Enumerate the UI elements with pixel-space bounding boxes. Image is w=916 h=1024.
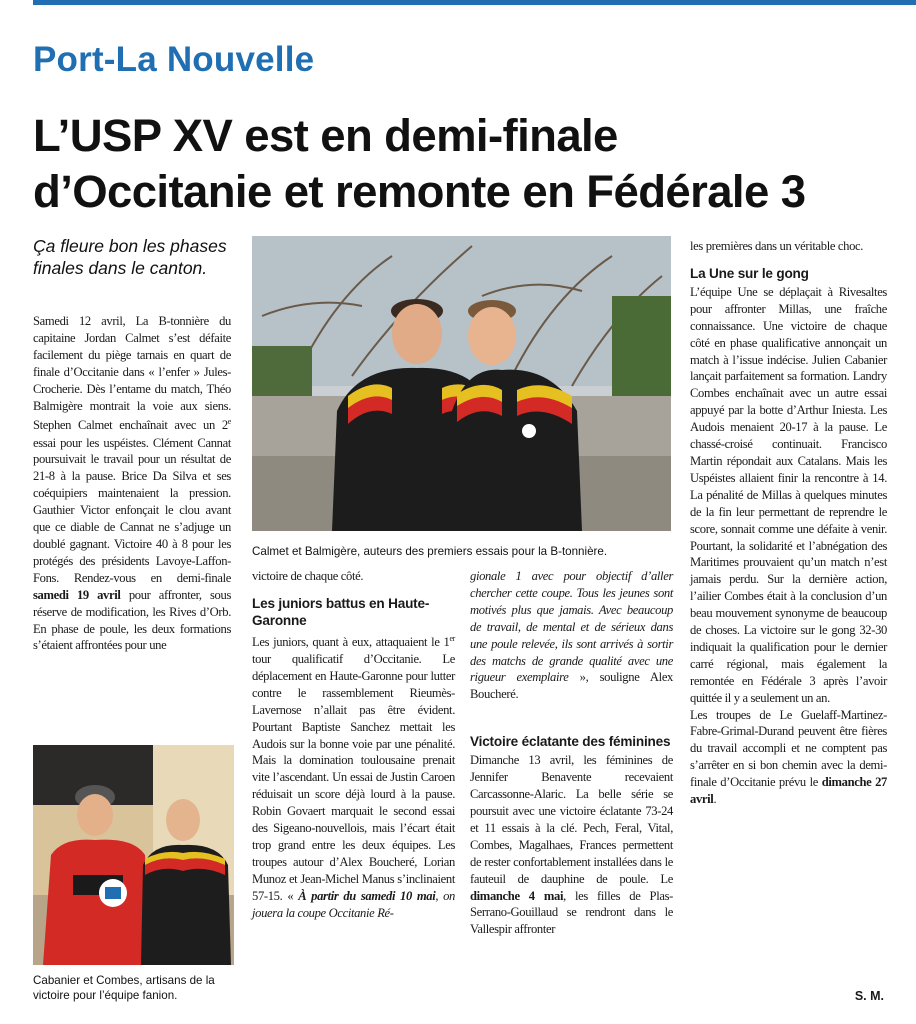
paragraph-feminines: Dimanche 13 avril, les féminines de Jennifer Benavente recevaient Carcassonne-Alaric. La belle série se poursuit avec une victoire éclatante 73-24 et 11 essais à la clé. Pech, Feral, Vital, Combes, Magalhaes, Frances permettent de rester confortablement installées dans le fauteuil de dauphine de poule. Le dimanche 4 mai, les filles de Plas-Serrano-Gouillaud se rendront dans le Vallespir affronter [470, 753, 673, 937]
small-photo [33, 745, 234, 965]
main-photo [252, 236, 671, 531]
top-rule [33, 0, 916, 5]
headline [33, 108, 913, 220]
headline-line-1: L’USP XV est en demi-finale [33, 110, 618, 161]
paragraph-juniors: Les juniors, quant à eux, attaquaient le 1er tour qualificatif d’Occitanie. Le déplacement en Haute-Garonne pour lutter contre le rassemblement Rieumès-Lavernose n’allait pas être évident. Pourtant Baptiste Sanchez mettait les Audois sur la bonne voie par une pénalité. Mais la domination toulousaine prenait vite l’ascendant. Un essai de Justin Caroen réduisait un score déjà lourd à la pause. Robin Govaert marquait le second essai des Sigeano-nouvellois, mais l’écart était trop grand entre les deux équipes. Les troupes autour d’Alex Boucheré, Lorian Munoz et Jean-Michel Manus s’inclinaient 57-15. « À partir du samedi 10 mai, on jouera la coupe Occitanie Ré- [252, 633, 456, 920]
subheading-feminines: Victoire éclatante des féminines [470, 734, 671, 750]
column-1 [33, 313, 231, 654]
paragraph-une: L’équipe Une se déplaçait à Rivesaltes pour affronter Millas, une fraîche connaissance. Une victoire de chaque côté en phase qualificative annonçait un match à l’issue indécise. Julien Cabanier lançait parfaitement sa formation. Landry Combes enchaînait avec un autre essai appuyé par la botte d’Arthur Iniesta. Les Audois menaient 20-17 à la pause. Le chassé-croisé continuait. Francisco Martin répondait aux Catalans. Mais les Uspéistes allaient finir la rencontre à 14. La pénalité de Millas à quelques minutes de la fin leur permettant de reprendre le score, sonnait comme une défaite à venir. Pourtant, la solidarité et l’abnégation des Maritimes prouvaient qu’un match n’est jamais perdu. Sur la dernière action, l’ailier Combes était à la conclusion d’un beau mouvement synonyme de beaucoup de choses. La victoire sur le gong 32-30 indiquait la qualification pour le dernier carré régional, mais également la remontée en Fédérale 3 après l’avoir quittée il y a seulement un an. [690, 284, 887, 705]
subheading-une: La Une sur le gong [690, 265, 809, 281]
column-3 [470, 568, 673, 938]
paragraph-continued-2: les premières dans un véritable choc. [690, 239, 864, 253]
lede: Ça fleure bon les phases finales dans le canton. [33, 236, 227, 278]
paragraph-intro: Samedi 12 avril, La B-tonnière du capitaine Jordan Calmet s’est défaite facilement du piège tarnais en quart de finale d’Occitanie dans « l’enfer » Jules-Crocherie. Dès l’entame du match, Théo Balmigère montrait la voie aux siens. Stephen Calmet enchaînait avec un 2e essai pour les uspéistes. Clément Cannat poursuivait le travail pour un résultat de 21-8 à la pause. Brice Da Silva et ses coéquipiers maintenaient la pression. Gauthier Victor enfonçait le clou avant que ce diable de Cannat ne s’adjuge un doublé gagnant. Victoire 40 à 8 pour les protégés des présidents Lavoye-Laffon-Fons. Rendez-vous en demi-finale samedi 19 avril pour affronter, sous réserve de modification, les Rives d’Orb. En phase de poule, les deux formations s’étaient affrontées pour une [33, 314, 231, 653]
column-4 [690, 238, 887, 808]
small-photo-image [33, 745, 234, 965]
small-photo-caption: Cabanier et Combes, artisans de la victoire pour l’équipe fanion. [33, 974, 215, 1002]
paragraph-troupes: Les troupes de Le Guelaff-Martinez-Fabre-Grimal-Durand peuvent être fières du travail accompli et ne comptent pas s’arrêter en si bon chemin avec la demi-finale d’Occitanie prévu le dimanche 27 avril. [690, 707, 888, 807]
column-2 [252, 568, 455, 922]
author-signature: S. M. [854, 989, 884, 1003]
paragraph-quote: gionale 1 avec pour objectif d’aller chercher cette coupe. Tous les jeunes sont motivés plus que jamais. Avec beaucoup de travail, de mental et de sérieux dans une poule relevée, ils sont arrivés à sortir des matchs de grande qualité avec une rigueur exemplaire », souligne Alex Boucheré. [470, 569, 673, 702]
paragraph-continued: victoire de chaque côté. [252, 569, 364, 583]
subheading-juniors: Les juniors battus en Haute-Garonne [252, 595, 430, 628]
section-kicker: Port-La Nouvelle [33, 40, 315, 79]
main-photo-caption: Calmet et Balmigère, auteurs des premiers essais pour la B-tonnière. [252, 545, 608, 558]
headline-line-2: d’Occitanie et remonte en Fédérale 3 [33, 166, 806, 217]
main-photo-image [252, 236, 671, 531]
